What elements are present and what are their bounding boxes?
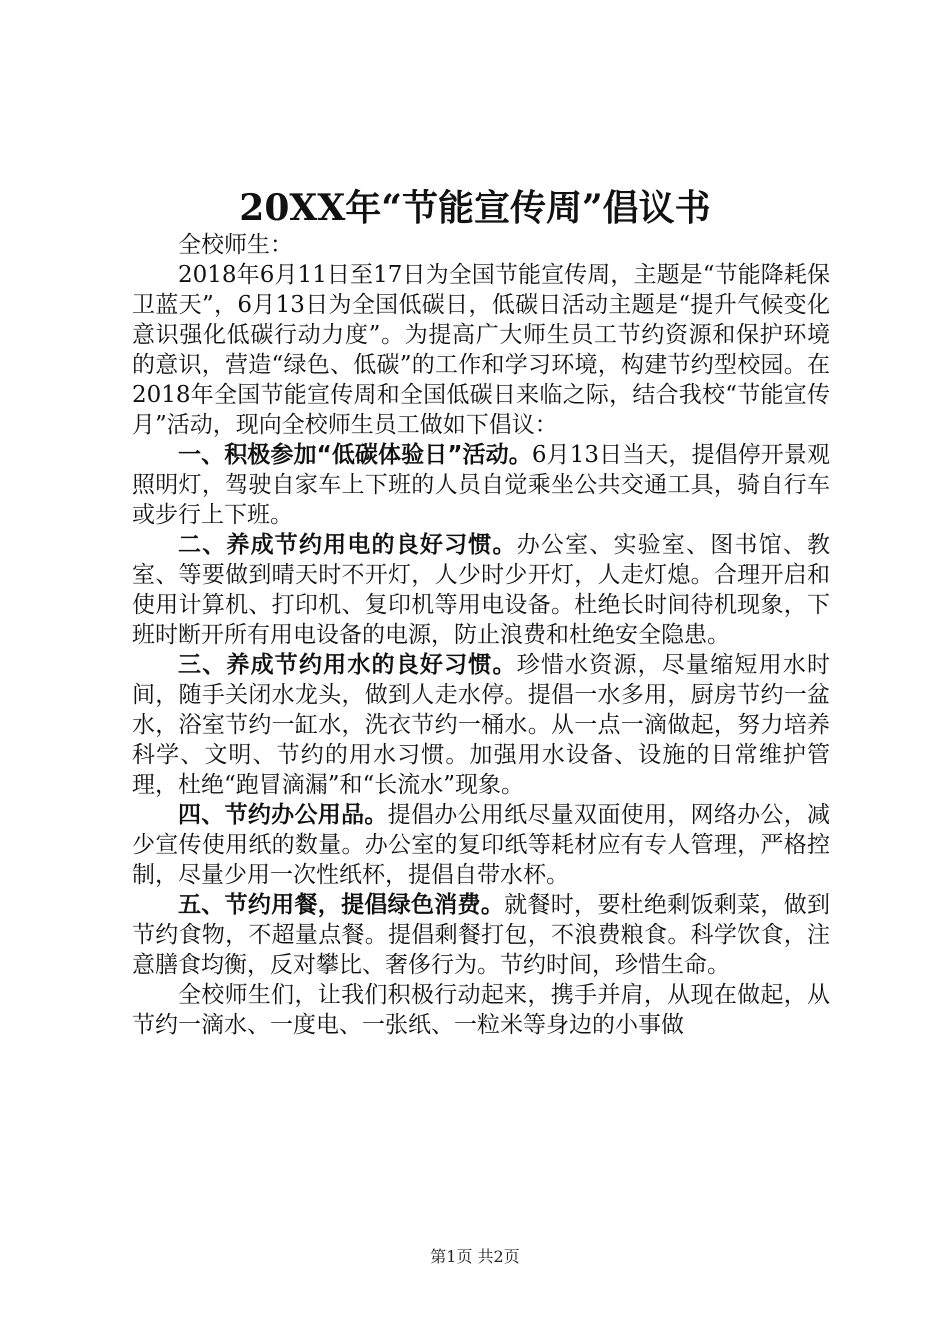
proposal-text: 珍惜水资源，尽量缩短用水时间，随手关闭水龙头，做到人走水停。提倡一水多用，厨房节约一盆水，浴室节约一缸水，洗衣节约一桶水。从一点一滴做起，努力培养科学、文明、节约的用水习惯。加强用水设备、设施的日常维护管理，杜绝“跑冒滴漏”和“长流水”现象。 — [132, 652, 831, 798]
proposal-item — [132, 530, 830, 650]
document-body — [132, 230, 830, 1040]
proposal-heading: 二、养成节约用电的良好习惯。 — [178, 532, 517, 558]
closing-paragraph: 全校师生们，让我们积极行动起来，携手并肩，从现在做起，从节约一滴水、一度电、一张纸、一粒米等身边的小事做 — [132, 982, 830, 1038]
proposal-text: 就餐时，要杜绝剩饭剩菜，做到节约食物，不超量点餐。提倡剩餐打包，不浪费粮食。科学饮食，注意膳食均衡，反对攀比、奢侈行为。节约时间，珍惜生命。 — [132, 892, 831, 978]
document-title: 20XX年“节能宣传周”倡议书 — [239, 187, 711, 229]
proposal-item — [132, 800, 830, 890]
salutation: 全校师生： — [178, 232, 293, 258]
proposal-text: 提倡办公用纸尽量双面使用，网络办公，减少宣传使用纸的数量。办公室的复印纸等耗材应有专人管理，严格控制，尽量少用一次性纸杯，提倡自带水杯。 — [132, 802, 831, 888]
proposal-heading: 一、积极参加“低碳体验日”活动。 — [178, 442, 532, 468]
proposal-heading: 五、节约用餐，提倡绿色消费。 — [178, 892, 505, 918]
proposal-item — [132, 890, 830, 980]
proposal-heading: 三、养成节约用水的良好习惯。 — [178, 652, 517, 678]
intro-paragraph: 2018年6月11日至17日为全国节能宣传周，主题是“节能降耗保卫蓝天”，6月13日为全国低碳日，低碳日活动主题是“提升气候变化意识强化低碳行动力度”。为提高广大师生员工节约资源和保护环境的意识，营造“绿色、低碳”的工作和学习环境，构建节约型校园。在2018年全国节能宣传周和全国低碳日来临之际，结合我校“节能宣传月”活动，现向全校师生员工做如下倡议： — [132, 262, 830, 438]
proposal-heading: 四、节约办公用品。 — [178, 802, 388, 828]
page-number: 第1页 共2页 — [430, 1247, 520, 1266]
proposal-item — [132, 440, 830, 530]
proposal-text: 6月13日当天，提倡停开景观照明灯，驾驶自家车上下班的人员自觉乘坐公共交通工具，骑自行车或步行上下班。 — [132, 442, 831, 528]
proposal-text: 办公室、实验室、图书馆、教室、等要做到晴天时不开灯，人少时少开灯，人走灯熄。合理开启和使用计算机、打印机、复印机等用电设备。杜绝长时间待机现象，下班时断开所有用电设备的电源，防止浪费和杜绝安全隐患。 — [132, 532, 831, 648]
proposal-item — [132, 650, 830, 800]
